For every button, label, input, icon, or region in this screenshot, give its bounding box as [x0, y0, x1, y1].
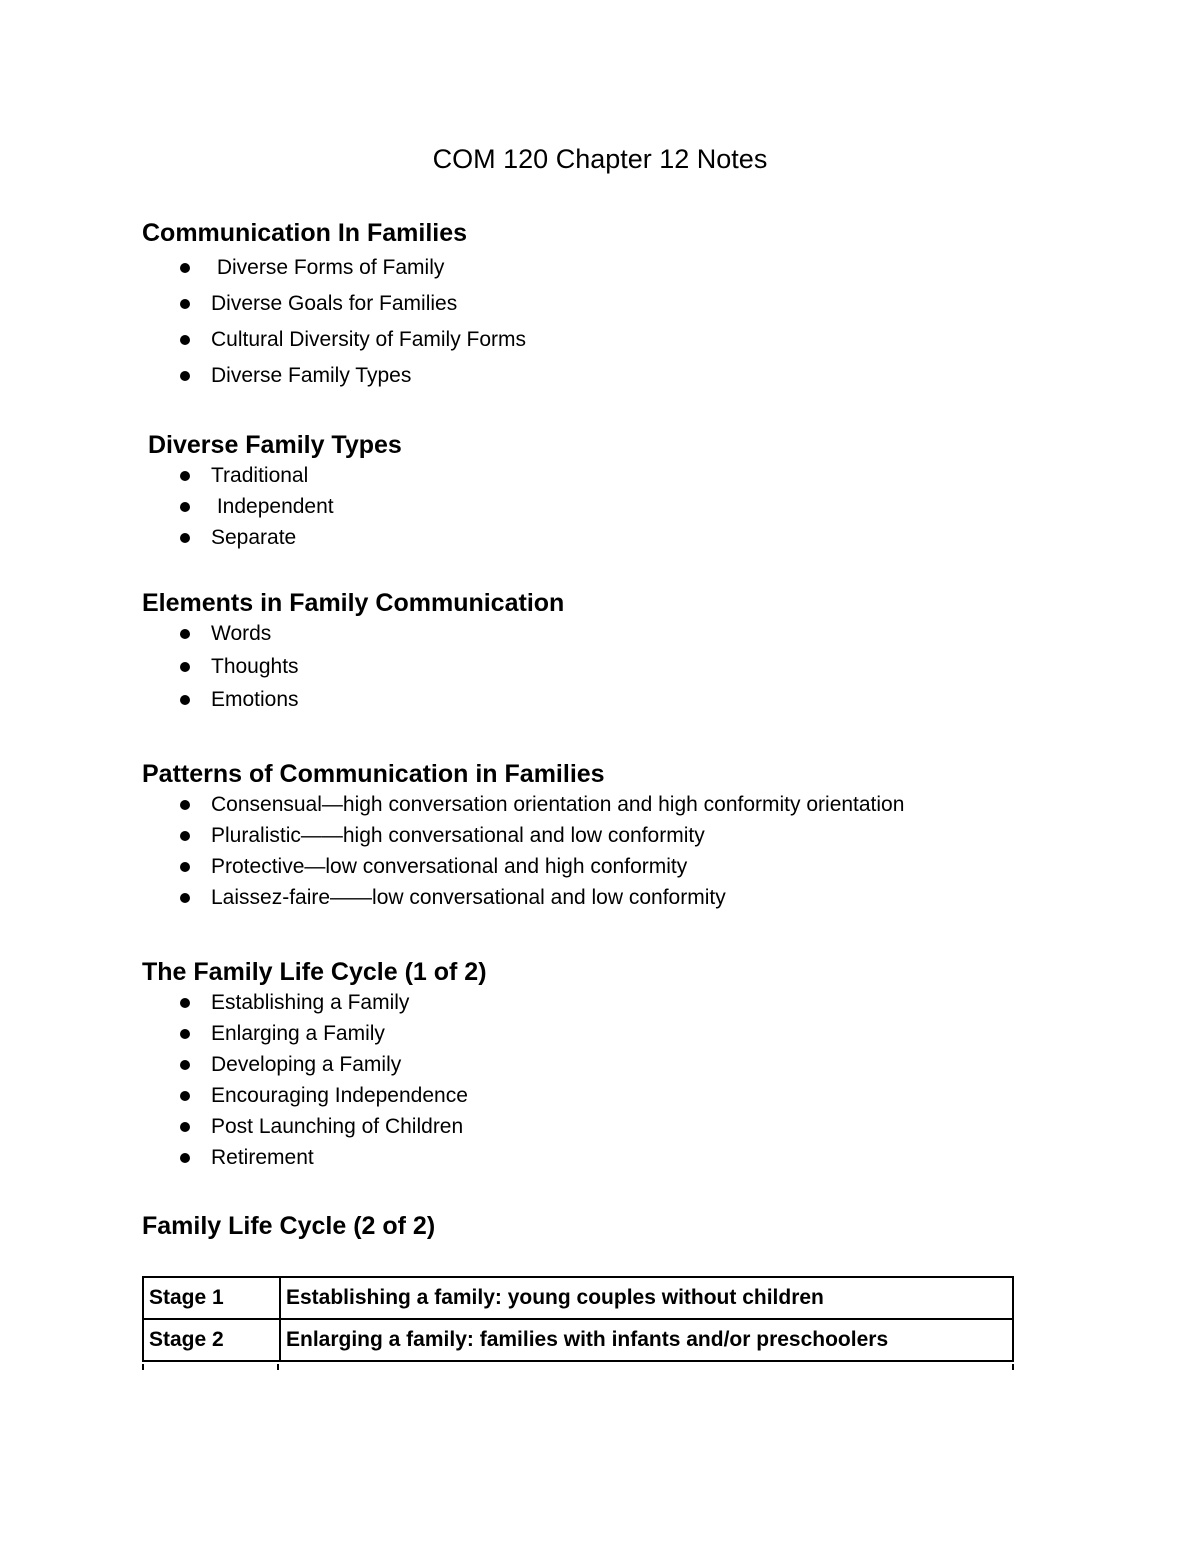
- bullet-list: [142, 621, 1042, 720]
- bullet-list: [142, 255, 1042, 399]
- page-title: COM 120 Chapter 12 Notes: [432, 144, 768, 174]
- list-item-text: Emotions: [211, 688, 299, 711]
- bullet-icon: [180, 998, 190, 1008]
- list-item-text: Words: [211, 622, 272, 645]
- list-item-text: Enlarging a Family: [211, 1022, 385, 1045]
- bullet-list: [142, 990, 1042, 1176]
- bullet-icon: [180, 299, 190, 309]
- table-continuation-edge: [142, 1364, 1014, 1370]
- list-item: [142, 1083, 1042, 1114]
- list-item-text: Encouraging Independence: [211, 1084, 468, 1107]
- list-item: [142, 1145, 1042, 1176]
- list-item-text: Thoughts: [211, 655, 299, 678]
- list-item: [142, 1114, 1042, 1145]
- section-family-life-cycle-1: [142, 956, 1042, 1176]
- table-edge-tick: [277, 1364, 279, 1370]
- bullet-list: [142, 792, 1042, 916]
- stage-table: [142, 1276, 1014, 1362]
- list-item-text: Retirement: [211, 1146, 314, 1169]
- list-item-text: Cultural Diversity of Family Forms: [211, 328, 527, 351]
- list-item: [142, 1021, 1042, 1052]
- list-item: [142, 792, 1042, 823]
- section-patterns-of-communication: [142, 758, 1042, 916]
- bullet-icon: [180, 1060, 190, 1070]
- list-item-text: Pluralistic——high conversational and low conformity: [211, 824, 705, 847]
- list-item: [142, 621, 1042, 654]
- list-item: [142, 525, 1042, 556]
- section-heading: Communication In Families: [142, 219, 468, 247]
- section-communication-in-families: [142, 217, 1042, 399]
- bullet-icon: [180, 533, 190, 543]
- list-item-text: Establishing a Family: [211, 991, 410, 1014]
- list-item: [142, 494, 1042, 525]
- bullet-icon: [180, 1122, 190, 1132]
- bullet-icon: [180, 263, 190, 273]
- bullet-list: [148, 463, 1048, 556]
- bullet-icon: [180, 831, 190, 841]
- list-item-text: Separate: [211, 526, 297, 549]
- list-item: [142, 1052, 1042, 1083]
- list-item: [142, 990, 1042, 1021]
- list-item: [142, 885, 1042, 916]
- table-edge-tick: [1012, 1364, 1014, 1370]
- list-item-text: Protective—low conversational and high conformity: [211, 855, 688, 878]
- bullet-icon: [180, 1029, 190, 1039]
- list-item-text: Diverse Family Types: [211, 364, 412, 387]
- list-item: [142, 654, 1042, 687]
- table-edge-tick: [142, 1364, 144, 1370]
- section-heading: Family Life Cycle (2 of 2): [142, 1212, 436, 1240]
- bullet-icon: [180, 862, 190, 872]
- bullet-icon: [180, 335, 190, 345]
- section-elements-in-family-communication: [142, 587, 1042, 720]
- list-item: [142, 255, 1042, 291]
- section-heading: Elements in Family Communication: [142, 589, 565, 617]
- section-heading: Patterns of Communication in Families: [142, 760, 605, 788]
- table-cell-stage: Stage 2: [143, 1319, 280, 1361]
- list-item: [142, 463, 1042, 494]
- list-item-text: Traditional: [211, 464, 309, 487]
- list-item-text: Diverse Goals for Families: [211, 292, 458, 315]
- list-item-text: Independent: [211, 495, 334, 518]
- list-item: [142, 854, 1042, 885]
- list-item-text: Diverse Forms of Family: [211, 256, 445, 279]
- list-item: [142, 687, 1042, 720]
- table-row: [143, 1319, 1013, 1361]
- bullet-icon: [180, 695, 190, 705]
- bullet-icon: [180, 502, 190, 512]
- list-item-text: Developing a Family: [211, 1053, 402, 1076]
- bullet-icon: [180, 893, 190, 903]
- bullet-icon: [180, 662, 190, 672]
- table-cell-stage: Stage 1: [143, 1277, 280, 1319]
- table-cell-description: Establishing a family: young couples without children: [280, 1277, 1013, 1319]
- bullet-icon: [180, 371, 190, 381]
- section-family-life-cycle-2: [142, 1210, 1042, 1242]
- bullet-icon: [180, 629, 190, 639]
- bullet-icon: [180, 1153, 190, 1163]
- bullet-icon: [180, 1091, 190, 1101]
- section-heading: The Family Life Cycle (1 of 2): [142, 958, 487, 986]
- list-item: [142, 363, 1042, 399]
- section-heading: Diverse Family Types: [148, 431, 402, 459]
- list-item-text: Consensual—high conversation orientation and high conformity orientation: [211, 793, 905, 816]
- list-item: [142, 327, 1042, 363]
- list-item: [142, 291, 1042, 327]
- table-cell-description: Enlarging a family: families with infants and/or preschoolers: [280, 1319, 1013, 1361]
- section-diverse-family-types: [148, 429, 1048, 556]
- list-item: [142, 823, 1042, 854]
- table-row: [143, 1277, 1013, 1319]
- bullet-icon: [180, 800, 190, 810]
- bullet-icon: [180, 471, 190, 481]
- list-item-text: Post Launching of Children: [211, 1115, 464, 1138]
- list-item-text: Laissez-faire——low conversational and low conformity: [211, 886, 726, 909]
